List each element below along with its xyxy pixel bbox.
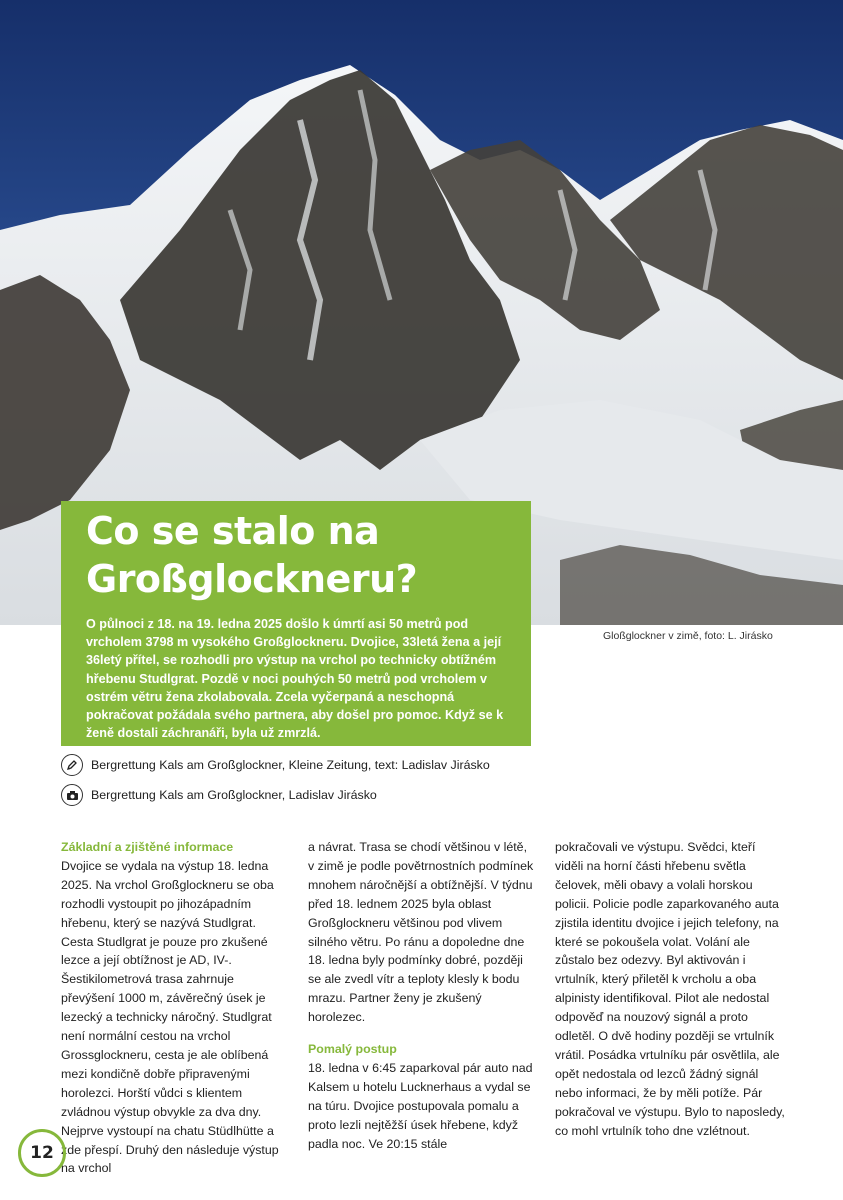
section-heading: Základní a zjištěné informace [61, 840, 234, 854]
page-number: 12 [18, 1129, 66, 1177]
body-paragraph: a návrat. Trasa se chodí většinou v létě, v zimě je podle povětrnostních podmínek mnohem náročnější a obtížnější. V týdnu před 18. lednem 2025 byla oblast Großglockneru většinou pod vlivem silného větru. Po ránu a dopoledne dne 18. ledna byly podmínky dobré, později se ale zvedl vítr a teploty klesly k bodu mrazu. Partner ženy je zkušený horolezec. [308, 840, 534, 1025]
photo-credit [61, 783, 377, 807]
article-column-1 [61, 838, 289, 1178]
section-heading: Pomalý postup [308, 1042, 397, 1057]
body-paragraph: 18. ledna v 6:45 zaparkoval pár auto nad Kalsem u hotelu Lucknerhaus a vydal se na túru. Dvojice postupovala pomalu a proto lezli nejtěžší úsek hřebene, když padla noc. Ve 20:15 stále [308, 1060, 533, 1151]
article-title [86, 507, 509, 603]
text-credit [61, 753, 490, 777]
article-column-2 [308, 838, 534, 1154]
photo-caption: Gloßglockner v zimě, foto: L. Jirásko [603, 630, 773, 642]
body-paragraph: Dvojice se vydala na výstup 18. ledna 2025. Na vrchol Großglockneru se oba rozhodli vystoupit po jihozápadním hřebenu, který se nazývá Studlgrat. Cesta Studlgrat je pouze pro zkušené lezce a její obtížnost je AD, IV-. Šestikilometrová trasa zahrnuje převýšení 1000 m, závěrečný úsek je lezecký a technicky náročný. Studlgrat není normální cestou na vrchol Grossglockneru, cesta je ale oblíbená mezi kondičně dobře připravenými horolezci. Horští vůdci s klientem zvládnou výstup obvykle za dva dny. Nejprve vystoupí na chatu Stüdlhütte a zde přespí. Druhý den následuje výstup na vrchol [61, 858, 279, 1176]
lead-box [61, 501, 531, 746]
title-line-1: Co se stalo na [86, 509, 380, 553]
pen-icon [61, 754, 83, 776]
lead-paragraph: O půlnoci z 18. na 19. ledna 2025 došlo k úmrtí asi 50 metrů pod vrcholem 3798 m vysokého Großglockneru. Dvojice, 33letá žena a její 36letý přítel, se rozhodli pro výstup na vrchol po technicky obtížném hřebenu Studlgrat. Pozdě v noci pouhých 50 metrů pod vrcholem v ostrém větru žena zkolabovala. Zcela vyčerpaná a neschopná pokračovat požádala svého partnera, aby došel pro pomoc. Když se k ženě dostali záchranáři, byla už zmrzlá. [86, 617, 504, 741]
text-credit-label: Bergrettung Kals am Großglockner, Kleine Zeitung, text: Ladislav Jirásko [91, 758, 490, 772]
camera-icon [61, 784, 83, 806]
article-column-3 [555, 838, 787, 1141]
title-line-2: Großglockneru? [86, 557, 418, 601]
photo-credit-label: Bergrettung Kals am Großglockner, Ladislav Jirásko [91, 788, 377, 802]
body-paragraph: pokračovali ve výstupu. Svědci, kteří viděli na horní části hřebenu světla čelovek, měli obavy a volali horskou policii. Policie podle zaparkovaného auta zjistila identitu dvojice i jejich telefony, na které se pokoušela volat. Volání ale zůstalo bez odezvy. Byl aktivován i vrtulník, který přiletěl k vrcholu a oba alpinisty identifikoval. Pilot ale nedostal odpověď na nouzový signál a proto odletěl. O dvě hodiny později se vrtulník vrátil. Posádka vrtulníku pár osvětlila, ale opět nedostala od lezců žádný signál nebo informaci, že by měli potíže. Pár pokračoval ve výstupu. Bylo to naposledy, co mohl vrtulník toho dne vzlétnout. [555, 840, 785, 1138]
